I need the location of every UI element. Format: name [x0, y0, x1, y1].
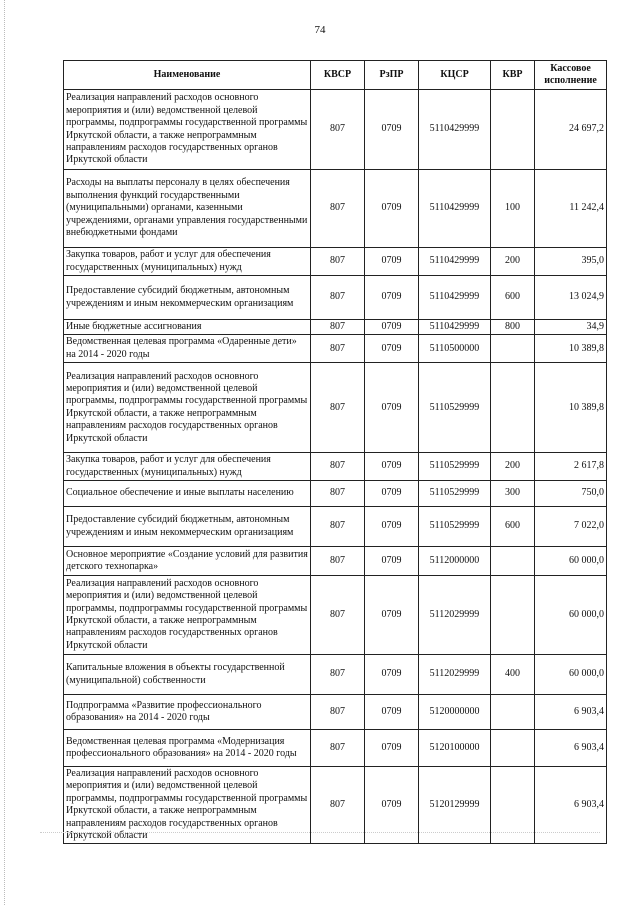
- table-row: [64, 90, 607, 170]
- cell-rzpr: 0709: [365, 507, 419, 547]
- cell-kvr: [491, 335, 535, 363]
- cell-kcsr: 5112029999: [419, 576, 491, 655]
- cell-kcsr: 5120100000: [419, 730, 491, 767]
- cell-name: Предоставление субсидий бюджетным, автономным учреждениям и иным некоммерческим организациям: [64, 276, 311, 320]
- cell-name: Закупка товаров, работ и услуг для обеспечения государственных (муниципальных) нужд: [64, 248, 311, 276]
- cell-kvr: 600: [491, 507, 535, 547]
- cell-name: Ведомственная целевая программа «Модернизация профессионального образования» на 2014 - 2020 годы: [64, 730, 311, 767]
- cell-kvr: [491, 730, 535, 767]
- cell-rzpr: 0709: [365, 695, 419, 730]
- header-amount: Кассовое исполнение: [535, 61, 607, 90]
- cell-kcsr: 5110429999: [419, 276, 491, 320]
- cell-amount: 13 024,9: [535, 276, 607, 320]
- cell-name: Предоставление субсидий бюджетным, автономным учреждениям и иным некоммерческим организациям: [64, 507, 311, 547]
- cell-rzpr: 0709: [365, 453, 419, 481]
- cell-kcsr: 5110529999: [419, 507, 491, 547]
- cell-amount: 11 242,4: [535, 170, 607, 248]
- cell-kvsr: 807: [311, 655, 365, 695]
- cell-name: Реализация направлений расходов основного мероприятия и (или) ведомственной целевой программы, подпрограммы государственной программы Иркутской области, а также непрограммным направлениям расходов государственных органов Иркутской области: [64, 90, 311, 170]
- cell-rzpr: 0709: [365, 170, 419, 248]
- cell-kvsr: 807: [311, 547, 365, 576]
- cell-amount: 6 903,4: [535, 695, 607, 730]
- cell-kvsr: 807: [311, 248, 365, 276]
- cell-kvr: [491, 90, 535, 170]
- cell-name: Капитальные вложения в объекты государственной (муниципальной) собственности: [64, 655, 311, 695]
- cell-amount: 395,0: [535, 248, 607, 276]
- cell-rzpr: 0709: [365, 767, 419, 844]
- cell-amount: 750,0: [535, 481, 607, 507]
- cell-amount: 24 697,2: [535, 90, 607, 170]
- cell-kvsr: 807: [311, 335, 365, 363]
- cell-kcsr: 5110500000: [419, 335, 491, 363]
- header-kvsr: КВСР: [311, 61, 365, 90]
- cell-rzpr: 0709: [365, 547, 419, 576]
- cell-rzpr: 0709: [365, 248, 419, 276]
- cell-kvsr: 807: [311, 90, 365, 170]
- cell-name: Расходы на выплаты персоналу в целях обеспечения выполнения функций государственными (муниципальными) органами, казенными учреждениями, органами управления государственными внебюджетными фондами: [64, 170, 311, 248]
- cell-name: Закупка товаров, работ и услуг для обеспечения государственных (муниципальных) нужд: [64, 453, 311, 481]
- cell-kvr: 100: [491, 170, 535, 248]
- cell-kvsr: 807: [311, 730, 365, 767]
- cell-kvr: 600: [491, 276, 535, 320]
- table-row: [64, 507, 607, 547]
- table-row: [64, 335, 607, 363]
- cell-rzpr: 0709: [365, 576, 419, 655]
- cell-rzpr: 0709: [365, 90, 419, 170]
- cell-kvsr: 807: [311, 320, 365, 335]
- cell-amount: 7 022,0: [535, 507, 607, 547]
- scan-edge-line: [4, 0, 6, 905]
- cell-kvsr: 807: [311, 576, 365, 655]
- table-row: [64, 730, 607, 767]
- cell-amount: 60 000,0: [535, 576, 607, 655]
- table-row: [64, 453, 607, 481]
- cell-kcsr: 5112000000: [419, 547, 491, 576]
- header-kcsr: КЦСР: [419, 61, 491, 90]
- cell-rzpr: 0709: [365, 481, 419, 507]
- cell-kvsr: 807: [311, 507, 365, 547]
- cell-kvr: 200: [491, 453, 535, 481]
- cell-kvr: [491, 547, 535, 576]
- cell-amount: 6 903,4: [535, 767, 607, 844]
- table-row: [64, 248, 607, 276]
- cell-kcsr: 5110529999: [419, 363, 491, 453]
- header-rzpr: РзПР: [365, 61, 419, 90]
- cell-kcsr: 5120000000: [419, 695, 491, 730]
- table-row: [64, 547, 607, 576]
- header-kvr: КВР: [491, 61, 535, 90]
- cell-name: Подпрограмма «Развитие профессионального образования» на 2014 - 2020 годы: [64, 695, 311, 730]
- table-row: [64, 576, 607, 655]
- cell-kvsr: 807: [311, 695, 365, 730]
- cell-kvsr: 807: [311, 276, 365, 320]
- cell-kcsr: 5110429999: [419, 90, 491, 170]
- cell-kcsr: 5110529999: [419, 481, 491, 507]
- table-row: [64, 655, 607, 695]
- cell-kvsr: 807: [311, 481, 365, 507]
- cell-rzpr: 0709: [365, 363, 419, 453]
- cell-rzpr: 0709: [365, 335, 419, 363]
- cell-name: Социальное обеспечение и иные выплаты населению: [64, 481, 311, 507]
- table-row: [64, 320, 607, 335]
- cell-kvr: 200: [491, 248, 535, 276]
- table-row: [64, 481, 607, 507]
- cell-kcsr: 5110429999: [419, 248, 491, 276]
- cell-rzpr: 0709: [365, 730, 419, 767]
- cell-rzpr: 0709: [365, 320, 419, 335]
- cell-kcsr: 5120129999: [419, 767, 491, 844]
- bottom-dotted-rule: [40, 832, 600, 833]
- cell-kvr: [491, 363, 535, 453]
- cell-amount: 2 617,8: [535, 453, 607, 481]
- page-number: 74: [314, 24, 326, 36]
- cell-kvr: 300: [491, 481, 535, 507]
- budget-table: [63, 60, 607, 844]
- table-row: [64, 276, 607, 320]
- cell-kvr: 400: [491, 655, 535, 695]
- cell-kcsr: 5110429999: [419, 170, 491, 248]
- cell-amount: 60 000,0: [535, 655, 607, 695]
- cell-amount: 10 389,8: [535, 363, 607, 453]
- cell-kcsr: 5110429999: [419, 320, 491, 335]
- cell-kvsr: 807: [311, 453, 365, 481]
- cell-amount: 6 903,4: [535, 730, 607, 767]
- table-row: [64, 695, 607, 730]
- cell-rzpr: 0709: [365, 655, 419, 695]
- cell-kvr: [491, 576, 535, 655]
- cell-amount: 10 389,8: [535, 335, 607, 363]
- cell-kcsr: 5112029999: [419, 655, 491, 695]
- cell-kvsr: 807: [311, 363, 365, 453]
- cell-amount: 34,9: [535, 320, 607, 335]
- cell-rzpr: 0709: [365, 276, 419, 320]
- cell-name: Основное мероприятие «Создание условий для развития детского технопарка»: [64, 547, 311, 576]
- cell-kcsr: 5110529999: [419, 453, 491, 481]
- cell-kvr: [491, 695, 535, 730]
- cell-kvsr: 807: [311, 170, 365, 248]
- cell-name: Реализация направлений расходов основного мероприятия и (или) ведомственной целевой программы, подпрограммы государственной программы Иркутской области, а также непрограммным направлениям расходов государственных органов Иркутской области: [64, 576, 311, 655]
- table-row: [64, 170, 607, 248]
- cell-name: Реализация направлений расходов основного мероприятия и (или) ведомственной целевой программы, подпрограммы государственной программы Иркутской области, а также непрограммным направлениям расходов государственных органов Иркутской области: [64, 767, 311, 844]
- cell-amount: 60 000,0: [535, 547, 607, 576]
- cell-name: Иные бюджетные ассигнования: [64, 320, 311, 335]
- cell-kvr: 800: [491, 320, 535, 335]
- cell-name: Реализация направлений расходов основного мероприятия и (или) ведомственной целевой программы, подпрограммы государственной программы Иркутской области, а также непрограммным направлениям расходов государственных органов Иркутской области: [64, 363, 311, 453]
- cell-kvsr: 807: [311, 767, 365, 844]
- table-header-row: [64, 61, 607, 90]
- cell-name: Ведомственная целевая программа «Одаренные дети» на 2014 - 2020 годы: [64, 335, 311, 363]
- header-name: Наименование: [64, 61, 311, 90]
- table-row: [64, 363, 607, 453]
